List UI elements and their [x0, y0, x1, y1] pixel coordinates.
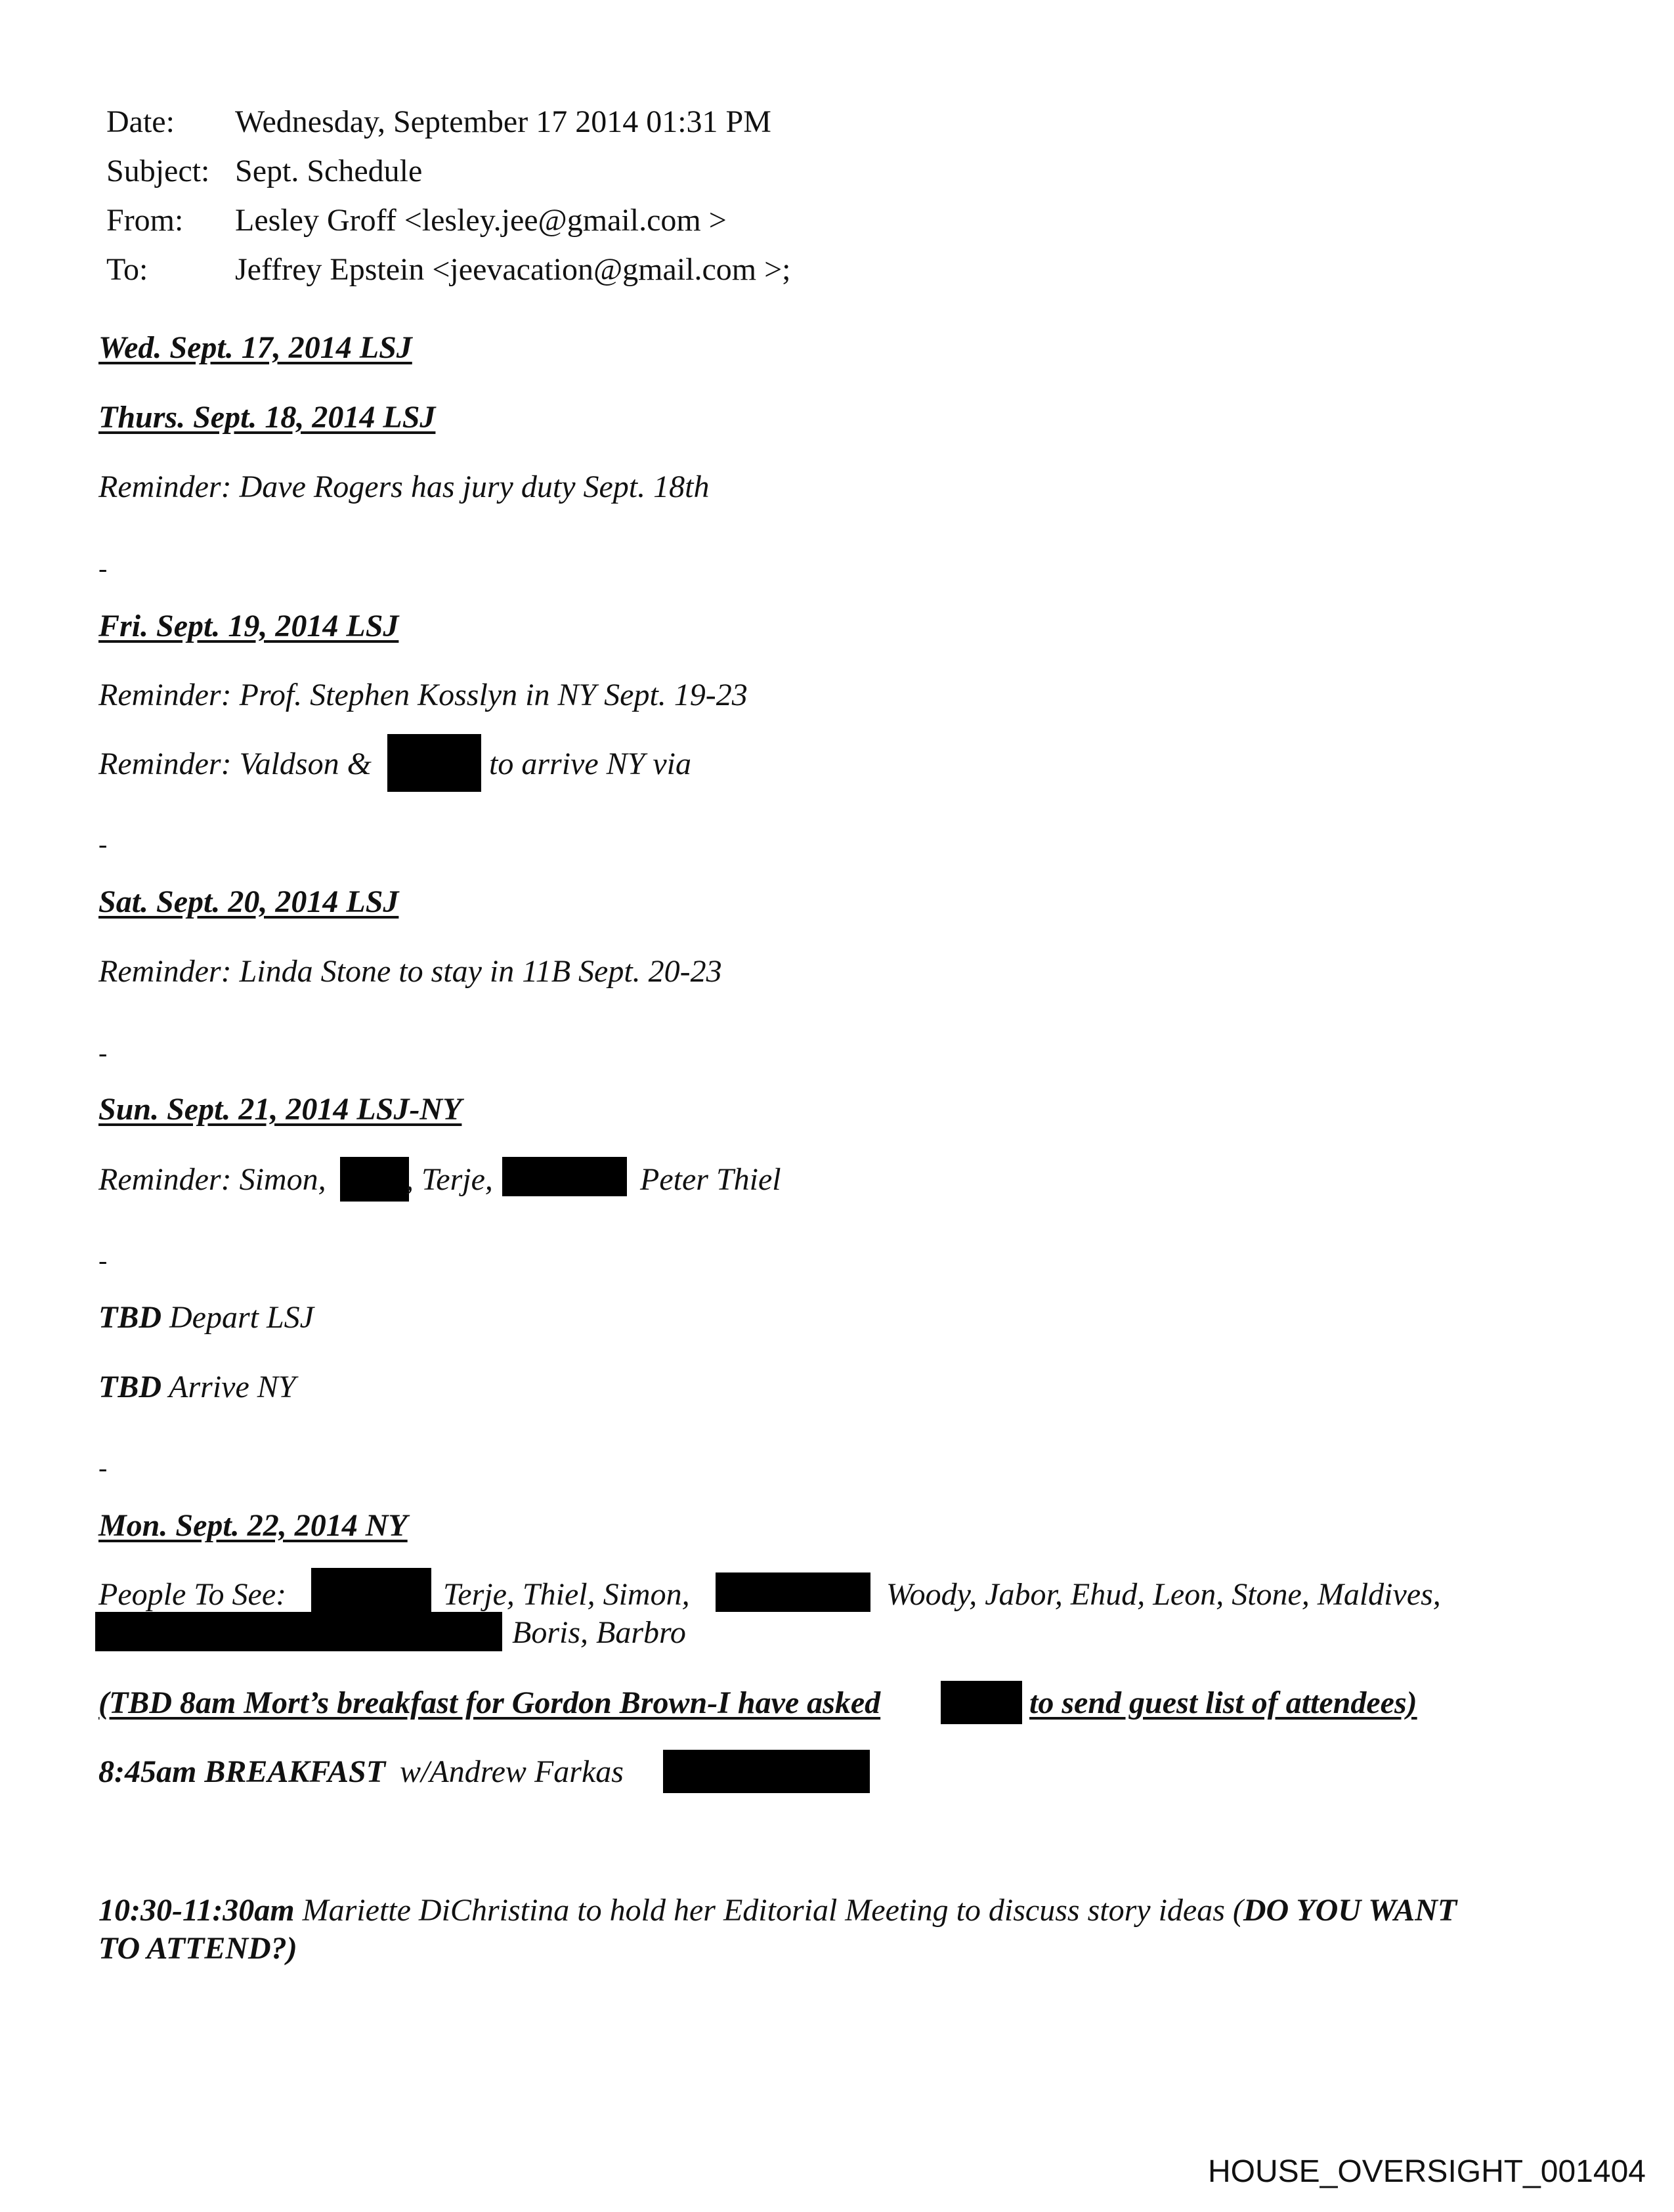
- header-to: [106, 254, 791, 286]
- day-heading-sep22: Mon. Sept. 22, 2014 NY: [98, 1508, 408, 1543]
- header-date: [106, 106, 771, 138]
- reminder-guests-text: Reminder: Simon,: [98, 1162, 326, 1197]
- day-heading-sep17: Wed. Sept. 17, 2014 LSJ: [98, 330, 412, 365]
- tbd-arrive-label: TBD: [98, 1370, 161, 1404]
- subject-label: Subject:: [106, 154, 210, 188]
- breakfast-time: 8:45am BREAKFAST: [98, 1754, 386, 1789]
- reminder-kosslyn: Reminder: Prof. Stephen Kosslyn in NY Sept. 19-23: [98, 678, 748, 712]
- redaction-block: [502, 1157, 627, 1196]
- mort-breakfast-note: (TBD 8am Mort’s breakfast for Gordon Brown-I have asked: [98, 1685, 881, 1720]
- from-label: From:: [106, 203, 184, 238]
- day-heading-sep18: Thurs. Sept. 18, 2014 LSJ: [98, 400, 436, 435]
- day-heading-sep19: Fri. Sept. 19, 2014 LSJ: [98, 609, 399, 643]
- reminder-valdson-text: Reminder: Valdson &: [98, 747, 372, 781]
- reminder-linda-stone: Reminder: Linda Stone to stay in 11B Sept. 20-23: [98, 954, 722, 989]
- redaction-block: [311, 1568, 431, 1616]
- editorial-meeting-time: 10:30-11:30am: [98, 1893, 295, 1928]
- tbd-depart: [98, 1302, 314, 1334]
- tbd-depart-text: Depart LSJ: [161, 1300, 314, 1335]
- separator-dash: -: [98, 1246, 108, 1275]
- mort-breakfast-note-end: to send guest list of attendees): [1029, 1685, 1417, 1720]
- to-value: Jeffrey Epstein <jeevacation@gmail.com >;: [235, 252, 791, 287]
- reminder-guests-terje: , Terje,: [406, 1162, 493, 1197]
- people-to-see-names-3: Boris, Barbro: [512, 1615, 686, 1650]
- date-label: Date:: [106, 104, 175, 139]
- header-subject: [106, 156, 422, 187]
- redaction-block: [941, 1681, 1022, 1724]
- redaction-block: [340, 1157, 409, 1202]
- day-heading-sep21: Sun. Sept. 21, 2014 LSJ-NY: [98, 1092, 462, 1127]
- redaction-block: [387, 734, 481, 792]
- breakfast-with: w/Andrew Farkas: [400, 1754, 624, 1789]
- bates-number: HOUSE_OVERSIGHT_001404: [1208, 2154, 1646, 2189]
- header-from: [106, 205, 727, 236]
- tbd-depart-label: TBD: [98, 1300, 161, 1335]
- redaction-block: [716, 1572, 870, 1612]
- editorial-meeting-question-cont: TO ATTEND?): [98, 1931, 297, 1966]
- editorial-meeting-question: DO YOU WANT: [1243, 1893, 1457, 1928]
- from-value: Lesley Groff <lesley.jee@gmail.com >: [235, 203, 727, 238]
- editorial-meeting: [98, 1895, 1457, 1926]
- editorial-meeting-text: Mariette DiChristina to hold her Editorial Meeting to discuss story ideas (: [294, 1893, 1243, 1928]
- breakfast-farkas: [98, 1756, 624, 1788]
- reminder-jury-duty: Reminder: Dave Rogers has jury duty Sept. 18th: [98, 469, 710, 504]
- to-label: To:: [106, 252, 148, 287]
- day-heading-sep20: Sat. Sept. 20, 2014 LSJ: [98, 884, 399, 919]
- separator-dash: -: [98, 829, 108, 859]
- redaction-block: [663, 1750, 870, 1793]
- separator-dash: -: [98, 1038, 108, 1068]
- date-value: Wednesday, September 17 2014 01:31 PM: [235, 104, 771, 139]
- tbd-arrive: [98, 1372, 295, 1403]
- separator-dash: -: [98, 553, 108, 583]
- reminder-guests: [98, 1164, 326, 1196]
- people-to-see-label: People To See:: [98, 1577, 287, 1612]
- separator-dash: -: [98, 1453, 108, 1483]
- redaction-block: [95, 1612, 502, 1651]
- tbd-arrive-text: Arrive NY: [161, 1370, 296, 1404]
- reminder-valdson-arrive: to arrive NY via: [489, 747, 691, 781]
- subject-value: Sept. Schedule: [235, 154, 423, 188]
- reminder-valdson: [98, 748, 372, 780]
- people-to-see-names-2: Woody, Jabor, Ehud, Leon, Stone, Maldives,: [886, 1577, 1441, 1612]
- reminder-guests-thiel: Peter Thiel: [640, 1162, 781, 1197]
- people-to-see-names-1: Terje, Thiel, Simon,: [443, 1577, 690, 1612]
